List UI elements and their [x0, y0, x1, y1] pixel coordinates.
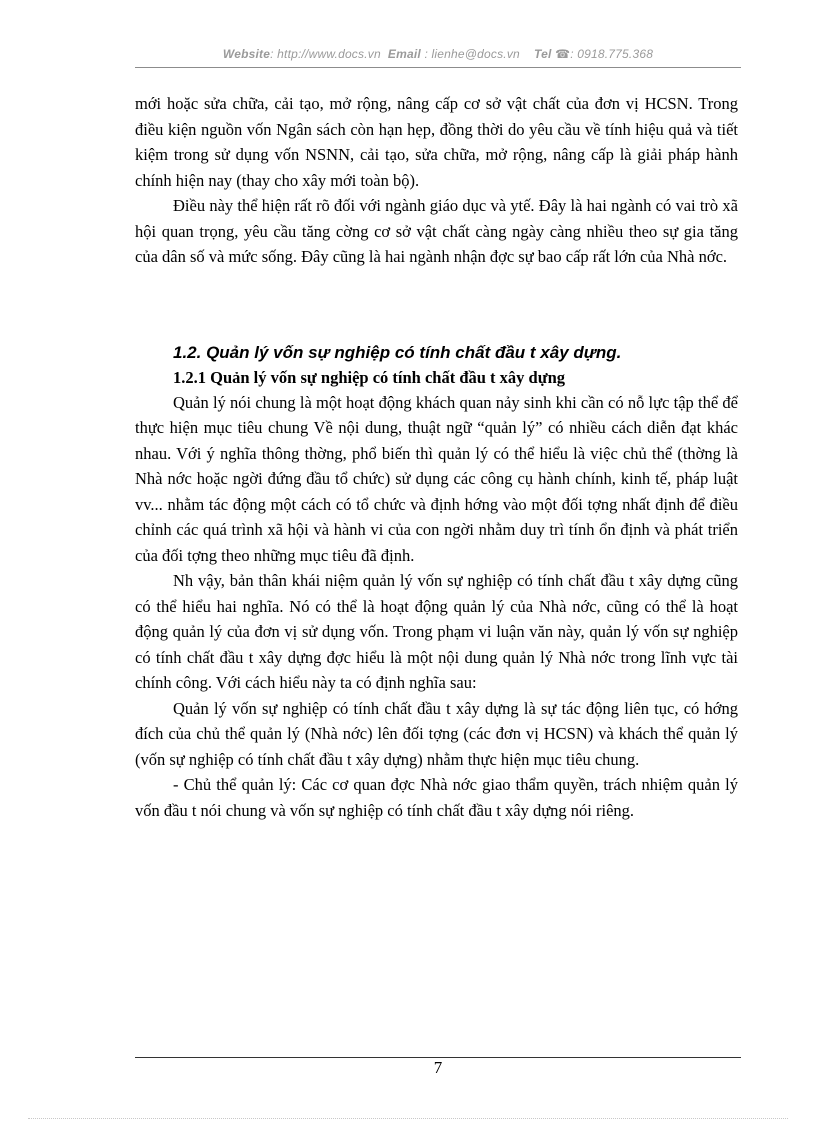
page-bottom-border	[28, 1118, 788, 1119]
email-label: Email	[387, 47, 421, 61]
subsection-heading: 1.2.1 Quản lý vốn sự nghiệp có tính chất đầu t xây dựng	[173, 367, 566, 387]
page-header	[135, 47, 741, 61]
document-body	[135, 91, 738, 823]
tel-value: ☎: 0918.775.368	[551, 47, 654, 61]
paragraph-capital-management: Quản lý vốn sự nghiệp có tính chất đầu t xây dựng là sự tác động liên tục, có hớng đích của chủ thể quản lý (Nhà nớc) lên đối tợng (các đơn vị HCSN) và khách thể quản lý (vốn sự nghiệp có tính chất đầu t xây dựng) nhằm thực hiện mục tiêu chung.	[135, 698, 738, 769]
section-spacer	[135, 270, 738, 341]
email-value[interactable]: : lienhe@docs.vn	[420, 47, 520, 61]
paragraph-management-subject: - Chủ thể quản lý: Các cơ quan đợc Nhà nớc giao thẩm quyền, trách nhiệm quản lý vốn đầu t nói chung và vốn sự nghiệp có tính chất đầu t xây dựng nói riêng.	[135, 775, 738, 820]
header-rule	[135, 67, 741, 68]
website-value[interactable]: : http://www.docs.vn	[270, 47, 381, 61]
paragraph-intro: mới hoặc sửa chữa, cải tạo, mở rộng, nâng cấp cơ sở vật chất của đơn vị HCSN. Trong điều kiện nguồn vốn Ngân sách còn hạn hẹp, đồng thời do yêu cầu về tính hiệu quả và tiết kiệm trong sử dụng vốn NSNN, cải tạo, sửa chữa, mở rộng, nâng cấp là giải pháp hành chính hiện nay (thay cho xây mới toàn bộ).	[135, 94, 738, 190]
paragraph-two-meanings: Nh vậy, bản thân khái niệm quản lý vốn sự nghiệp có tính chất đầu t xây dựng cũng có thể hiểu hai nghĩa. Nó có thể là hoạt động quản lý của Nhà nớc, cũng có thể là hoạt động quản lý của đơn vị sử dụng vốn. Trong phạm vi luận văn này, quản lý vốn sự nghiệp có tính chất đầu t xây dựng đợc hiểu là một nội dung quản lý Nhà nớc trong lĩnh vực tài chính công. Với cách hiểu này ta có định nghĩa sau:	[135, 571, 738, 692]
section-heading: 1.2. Quản lý vốn sự nghiệp có tính chất đầu t xây dựng.	[173, 342, 622, 362]
tel-label: Tel	[534, 47, 552, 61]
paragraph-management-definition: Quản lý nói chung là một hoạt động khách quan nảy sinh khi cần có nỗ lực tập thể để thực hiện mục tiêu chung Về nội dung, thuật ngữ “quản lý” có nhiều cách diễn đạt khác nhau. Với ý nghĩa thông thờng, phổ biến thì quản lý có thể hiểu là việc chủ thể (thờng là Nhà nớc hoặc ngời đứng đầu tổ chức) sử dụng các công cụ hành chính, kinh tế, pháp luật vv... nhằm tác động một cách có tổ chức và định hớng vào một đối tợng nhất định để điều chỉnh các quá trình xã hội và hành vi của con ngời nhằm duy trì tính ổn định và phát triển của đối tợng theo những mục tiêu đã định.	[135, 392, 738, 565]
paragraph-education-health: Điều này thể hiện rất rõ đối với ngành giáo dục và ytế. Đây là hai ngành có vai trò xã hội quan trọng, yêu cầu tăng cờng cơ sở vật chất càng ngày càng nhiều theo sự gia tăng của dân số và mức sống. Đây cũng là hai ngành nhận đợc sự bao cấp rất lớn của Nhà nớc.	[135, 196, 738, 266]
page-number: 7	[433, 1058, 443, 1077]
website-label: Website	[222, 47, 271, 61]
